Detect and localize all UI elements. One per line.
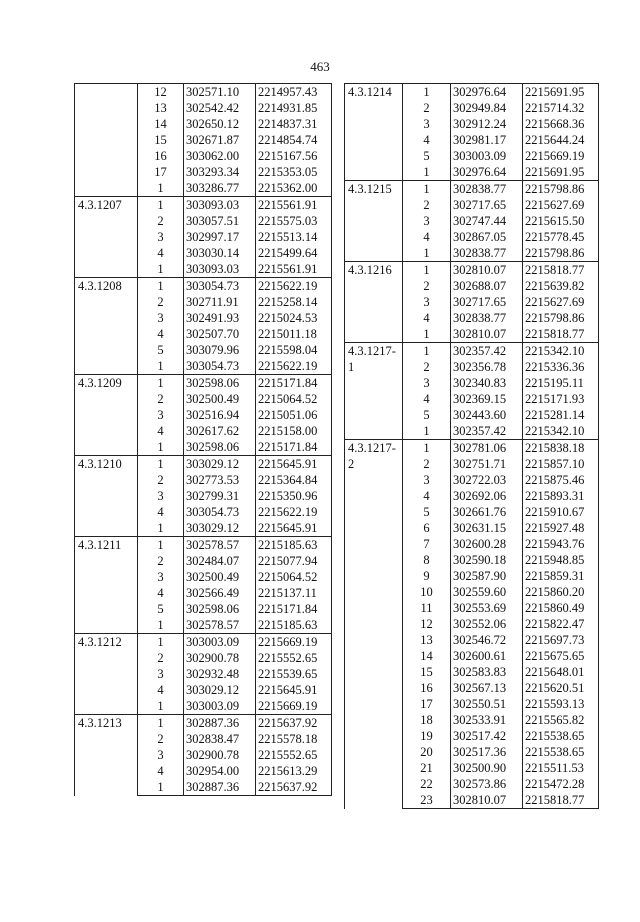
x-coordinate: 302491.93	[184, 310, 256, 326]
point-number: 2	[138, 731, 184, 747]
lot-number	[75, 84, 138, 197]
point-number: 1	[403, 84, 451, 101]
point-number: 15	[138, 132, 184, 148]
y-coordinate: 2215593.13	[523, 696, 599, 712]
y-coordinate: 2215669.19	[256, 698, 332, 715]
point-number: 14	[138, 116, 184, 132]
y-coordinate: 2215822.47	[523, 616, 599, 632]
point-number: 5	[138, 342, 184, 358]
point-number: 3	[403, 213, 451, 229]
point-number: 1	[138, 617, 184, 634]
table-row	[75, 634, 332, 651]
y-coordinate: 2215860.49	[523, 600, 599, 616]
y-coordinate: 2215893.31	[523, 488, 599, 504]
point-number: 1	[138, 375, 184, 392]
y-coordinate: 2215818.77	[523, 792, 599, 809]
y-coordinate: 2215875.46	[523, 472, 599, 488]
x-coordinate: 303003.09	[184, 698, 256, 715]
y-coordinate: 2215185.63	[256, 617, 332, 634]
y-coordinate: 2214931.85	[256, 100, 332, 116]
point-number: 4	[138, 504, 184, 520]
point-number: 1	[403, 262, 451, 279]
y-coordinate: 2215645.91	[256, 456, 332, 473]
y-coordinate: 2215838.18	[523, 440, 599, 457]
x-coordinate: 302932.48	[184, 666, 256, 682]
lot-number: 4.3.1207	[75, 197, 138, 278]
y-coordinate: 2214837.31	[256, 116, 332, 132]
x-coordinate: 302981.17	[451, 132, 523, 148]
y-coordinate: 2215565.82	[523, 712, 599, 728]
point-number: 22	[403, 776, 451, 792]
point-number: 3	[138, 310, 184, 326]
x-coordinate: 302838.77	[451, 181, 523, 198]
x-coordinate: 303029.12	[184, 682, 256, 698]
y-coordinate: 2215669.19	[256, 634, 332, 651]
y-coordinate: 2215668.36	[523, 116, 599, 132]
y-coordinate: 2215622.19	[256, 504, 332, 520]
y-coordinate: 2215639.82	[523, 278, 599, 294]
x-coordinate: 302516.94	[184, 407, 256, 423]
y-coordinate: 2215051.06	[256, 407, 332, 423]
y-coordinate: 2215675.65	[523, 648, 599, 664]
point-number: 1	[138, 520, 184, 537]
point-number: 23	[403, 792, 451, 809]
point-number: 3	[138, 407, 184, 423]
x-coordinate: 302517.36	[451, 744, 523, 760]
point-number: 2	[138, 213, 184, 229]
point-number: 3	[138, 229, 184, 245]
point-number: 2	[138, 391, 184, 407]
point-number: 2	[138, 294, 184, 310]
x-coordinate: 303057.51	[184, 213, 256, 229]
coordinates-table-right	[344, 83, 599, 809]
point-number: 18	[403, 712, 451, 728]
y-coordinate: 2215627.69	[523, 294, 599, 310]
y-coordinate: 2215575.03	[256, 213, 332, 229]
x-coordinate: 302997.17	[184, 229, 256, 245]
y-coordinate: 2215171.84	[256, 439, 332, 456]
table-row	[345, 440, 599, 457]
point-number: 12	[403, 616, 451, 632]
point-number: 1	[138, 261, 184, 278]
point-number: 2	[403, 100, 451, 116]
x-coordinate: 302976.64	[451, 164, 523, 181]
x-coordinate: 302650.12	[184, 116, 256, 132]
y-coordinate: 2215697.73	[523, 632, 599, 648]
x-coordinate: 303054.73	[184, 278, 256, 295]
table-row	[75, 375, 332, 392]
y-coordinate: 2215167.56	[256, 148, 332, 164]
y-coordinate: 2215171.84	[256, 601, 332, 617]
y-coordinate: 2215798.86	[523, 181, 599, 198]
y-coordinate: 2215627.69	[523, 197, 599, 213]
y-coordinate: 2215691.95	[523, 84, 599, 101]
point-number: 3	[138, 666, 184, 682]
y-coordinate: 2215948.85	[523, 552, 599, 568]
point-number: 3	[138, 747, 184, 763]
x-coordinate: 302688.07	[451, 278, 523, 294]
point-number: 1	[138, 779, 184, 796]
x-coordinate: 302356.78	[451, 359, 523, 375]
x-coordinate: 302357.42	[451, 423, 523, 440]
point-number: 4	[138, 326, 184, 342]
x-coordinate: 302711.91	[184, 294, 256, 310]
y-coordinate: 2215342.10	[523, 343, 599, 360]
point-number: 17	[138, 164, 184, 180]
x-coordinate: 303079.96	[184, 342, 256, 358]
y-coordinate: 2215778.45	[523, 229, 599, 245]
x-coordinate: 302631.15	[451, 520, 523, 536]
lot-number: 4.3.1216	[345, 262, 403, 343]
x-coordinate: 302578.57	[184, 617, 256, 634]
x-coordinate: 302578.57	[184, 537, 256, 554]
y-coordinate: 2215645.91	[256, 682, 332, 698]
y-coordinate: 2215857.10	[523, 456, 599, 472]
point-number: 4	[403, 229, 451, 245]
x-coordinate: 302500.49	[184, 569, 256, 585]
point-number: 3	[403, 472, 451, 488]
x-coordinate: 303029.12	[184, 456, 256, 473]
table-row	[345, 262, 599, 279]
x-coordinate: 303286.77	[184, 180, 256, 197]
y-coordinate: 2215350.96	[256, 488, 332, 504]
lot-number: 4.3.1208	[75, 278, 138, 375]
point-number: 16	[138, 148, 184, 164]
point-number: 20	[403, 744, 451, 760]
y-coordinate: 2215511.53	[523, 760, 599, 776]
x-coordinate: 302781.06	[451, 440, 523, 457]
point-number: 5	[138, 601, 184, 617]
y-coordinate: 2215798.86	[523, 245, 599, 262]
x-coordinate: 302810.07	[451, 792, 523, 809]
point-number: 6	[403, 520, 451, 536]
lot-number: 4.3.1210	[75, 456, 138, 537]
point-number: 3	[138, 569, 184, 585]
y-coordinate: 2215342.10	[523, 423, 599, 440]
y-coordinate: 2215185.63	[256, 537, 332, 554]
x-coordinate: 303062.00	[184, 148, 256, 164]
lot-number: 4.3.1211	[75, 537, 138, 634]
x-coordinate: 302722.03	[451, 472, 523, 488]
y-coordinate: 2214854.74	[256, 132, 332, 148]
x-coordinate: 302500.90	[451, 760, 523, 776]
point-number: 9	[403, 568, 451, 584]
y-coordinate: 2215195.11	[523, 375, 599, 391]
y-coordinate: 2214957.43	[256, 84, 332, 101]
y-coordinate: 2215538.65	[523, 728, 599, 744]
table-row	[75, 456, 332, 473]
y-coordinate: 2215336.36	[523, 359, 599, 375]
point-number: 1	[138, 278, 184, 295]
y-coordinate: 2215024.53	[256, 310, 332, 326]
x-coordinate: 302598.06	[184, 375, 256, 392]
y-coordinate: 2215927.48	[523, 520, 599, 536]
x-coordinate: 303054.73	[184, 358, 256, 375]
y-coordinate: 2215077.94	[256, 553, 332, 569]
point-number: 2	[403, 456, 451, 472]
point-number: 11	[403, 600, 451, 616]
x-coordinate: 302587.90	[451, 568, 523, 584]
x-coordinate: 302717.65	[451, 294, 523, 310]
point-number: 4	[403, 488, 451, 504]
table-row	[75, 715, 332, 732]
lot-number: 4.3.1217- 1	[345, 343, 403, 440]
point-number: 1	[138, 358, 184, 375]
x-coordinate: 302500.49	[184, 391, 256, 407]
y-coordinate: 2215615.50	[523, 213, 599, 229]
y-coordinate: 2215669.19	[523, 148, 599, 164]
point-number: 1	[403, 343, 451, 360]
point-number: 7	[403, 536, 451, 552]
y-coordinate: 2215860.20	[523, 584, 599, 600]
y-coordinate: 2215552.65	[256, 650, 332, 666]
x-coordinate: 302900.78	[184, 650, 256, 666]
point-number: 1	[138, 537, 184, 554]
y-coordinate: 2215620.51	[523, 680, 599, 696]
lot-number: 4.3.1217- 2	[345, 440, 403, 809]
x-coordinate: 303093.03	[184, 261, 256, 278]
y-coordinate: 2215637.92	[256, 715, 332, 732]
lot-number: 4.3.1212	[75, 634, 138, 715]
x-coordinate: 302567.13	[451, 680, 523, 696]
y-coordinate: 2215613.29	[256, 763, 332, 779]
x-coordinate: 302799.31	[184, 488, 256, 504]
point-number: 2	[403, 197, 451, 213]
y-coordinate: 2215818.77	[523, 262, 599, 279]
point-number: 2	[138, 650, 184, 666]
point-number: 1	[138, 698, 184, 715]
point-number: 19	[403, 728, 451, 744]
y-coordinate: 2215011.18	[256, 326, 332, 342]
point-number: 4	[138, 245, 184, 261]
point-number: 1	[138, 439, 184, 456]
x-coordinate: 302671.87	[184, 132, 256, 148]
x-coordinate: 302484.07	[184, 553, 256, 569]
lot-number: 4.3.1209	[75, 375, 138, 456]
point-number: 1	[403, 440, 451, 457]
y-coordinate: 2215644.24	[523, 132, 599, 148]
y-coordinate: 2215539.65	[256, 666, 332, 682]
x-coordinate: 302573.86	[451, 776, 523, 792]
x-coordinate: 303054.73	[184, 504, 256, 520]
x-coordinate: 302357.42	[451, 343, 523, 360]
point-number: 16	[403, 680, 451, 696]
point-number: 17	[403, 696, 451, 712]
lot-number: 4.3.1215	[345, 181, 403, 262]
point-number: 13	[138, 100, 184, 116]
x-coordinate: 302751.71	[451, 456, 523, 472]
y-coordinate: 2215798.86	[523, 310, 599, 326]
x-coordinate: 302887.36	[184, 715, 256, 732]
point-number: 2	[403, 278, 451, 294]
y-coordinate: 2215513.14	[256, 229, 332, 245]
x-coordinate: 303003.09	[184, 634, 256, 651]
x-coordinate: 302559.60	[451, 584, 523, 600]
point-number: 14	[403, 648, 451, 664]
y-coordinate: 2215362.00	[256, 180, 332, 197]
table-row	[345, 84, 599, 101]
x-coordinate: 302552.06	[451, 616, 523, 632]
point-number: 1	[138, 456, 184, 473]
x-coordinate: 302533.91	[451, 712, 523, 728]
y-coordinate: 2215171.93	[523, 391, 599, 407]
y-coordinate: 2215281.14	[523, 407, 599, 423]
point-number: 3	[403, 116, 451, 132]
y-coordinate: 2215158.00	[256, 423, 332, 439]
table-row	[75, 278, 332, 295]
x-coordinate: 302590.18	[451, 552, 523, 568]
y-coordinate: 2215561.91	[256, 261, 332, 278]
x-coordinate: 302810.07	[451, 262, 523, 279]
coordinates-table-left	[74, 83, 332, 796]
point-number: 1	[403, 245, 451, 262]
point-number: 2	[138, 553, 184, 569]
point-number: 1	[403, 164, 451, 181]
x-coordinate: 302369.15	[451, 391, 523, 407]
point-number: 5	[403, 407, 451, 423]
y-coordinate: 2215691.95	[523, 164, 599, 181]
point-number: 3	[138, 488, 184, 504]
x-coordinate: 302773.53	[184, 472, 256, 488]
x-coordinate: 302838.77	[451, 310, 523, 326]
y-coordinate: 2215622.19	[256, 358, 332, 375]
x-coordinate: 302566.49	[184, 585, 256, 601]
page-number: 463	[310, 59, 330, 74]
x-coordinate: 302443.60	[451, 407, 523, 423]
x-coordinate: 302598.06	[184, 439, 256, 456]
x-coordinate: 303029.12	[184, 520, 256, 537]
x-coordinate: 302507.70	[184, 326, 256, 342]
y-coordinate: 2215552.65	[256, 747, 332, 763]
y-coordinate: 2215171.84	[256, 375, 332, 392]
point-number: 4	[138, 423, 184, 439]
point-number: 4	[138, 763, 184, 779]
x-coordinate: 303293.34	[184, 164, 256, 180]
y-coordinate: 2215714.32	[523, 100, 599, 116]
table-row	[345, 181, 599, 198]
point-number: 10	[403, 584, 451, 600]
y-coordinate: 2215499.64	[256, 245, 332, 261]
point-number: 5	[403, 504, 451, 520]
point-number: 15	[403, 664, 451, 680]
y-coordinate: 2215598.04	[256, 342, 332, 358]
x-coordinate: 302600.61	[451, 648, 523, 664]
x-coordinate: 302838.77	[451, 245, 523, 262]
point-number: 4	[138, 585, 184, 601]
x-coordinate: 303093.03	[184, 197, 256, 214]
point-number: 1	[403, 423, 451, 440]
table-row	[345, 343, 599, 360]
x-coordinate: 303003.09	[451, 148, 523, 164]
y-coordinate: 2215064.52	[256, 569, 332, 585]
x-coordinate: 302517.42	[451, 728, 523, 744]
x-coordinate: 302810.07	[451, 326, 523, 343]
table-row	[75, 197, 332, 214]
x-coordinate: 302692.06	[451, 488, 523, 504]
x-coordinate: 302747.44	[451, 213, 523, 229]
point-number: 1	[403, 326, 451, 343]
point-number: 1	[138, 715, 184, 732]
y-coordinate: 2215943.76	[523, 536, 599, 552]
point-number: 1	[138, 634, 184, 651]
point-number: 13	[403, 632, 451, 648]
x-coordinate: 302976.64	[451, 84, 523, 101]
point-number: 4	[403, 132, 451, 148]
point-number: 1	[138, 180, 184, 197]
y-coordinate: 2215648.01	[523, 664, 599, 680]
y-coordinate: 2215910.67	[523, 504, 599, 520]
x-coordinate: 302571.10	[184, 84, 256, 101]
y-coordinate: 2215859.31	[523, 568, 599, 584]
y-coordinate: 2215538.65	[523, 744, 599, 760]
table-row	[75, 84, 332, 101]
point-number: 3	[403, 375, 451, 391]
table-row	[75, 537, 332, 554]
point-number: 1	[138, 197, 184, 214]
x-coordinate: 302900.78	[184, 747, 256, 763]
x-coordinate: 302550.51	[451, 696, 523, 712]
x-coordinate: 302717.65	[451, 197, 523, 213]
point-number: 2	[138, 472, 184, 488]
y-coordinate: 2215645.91	[256, 520, 332, 537]
x-coordinate: 302949.84	[451, 100, 523, 116]
x-coordinate: 303030.14	[184, 245, 256, 261]
x-coordinate: 302887.36	[184, 779, 256, 796]
y-coordinate: 2215137.11	[256, 585, 332, 601]
x-coordinate: 302617.62	[184, 423, 256, 439]
lot-number: 4.3.1213	[75, 715, 138, 796]
point-number: 4	[403, 310, 451, 326]
point-number: 8	[403, 552, 451, 568]
y-coordinate: 2215578.18	[256, 731, 332, 747]
y-coordinate: 2215472.28	[523, 776, 599, 792]
y-coordinate: 2215561.91	[256, 197, 332, 214]
y-coordinate: 2215818.77	[523, 326, 599, 343]
y-coordinate: 2215622.19	[256, 278, 332, 295]
y-coordinate: 2215637.92	[256, 779, 332, 796]
y-coordinate: 2215064.52	[256, 391, 332, 407]
point-number: 4	[403, 391, 451, 407]
x-coordinate: 302598.06	[184, 601, 256, 617]
y-coordinate: 2215364.84	[256, 472, 332, 488]
x-coordinate: 302542.42	[184, 100, 256, 116]
x-coordinate: 302661.76	[451, 504, 523, 520]
x-coordinate: 302340.83	[451, 375, 523, 391]
y-coordinate: 2215258.14	[256, 294, 332, 310]
point-number: 21	[403, 760, 451, 776]
x-coordinate: 302553.69	[451, 600, 523, 616]
point-number: 3	[403, 294, 451, 310]
x-coordinate: 302583.83	[451, 664, 523, 680]
point-number: 2	[403, 359, 451, 375]
x-coordinate: 302867.05	[451, 229, 523, 245]
x-coordinate: 302838.47	[184, 731, 256, 747]
x-coordinate: 302600.28	[451, 536, 523, 552]
y-coordinate: 2215353.05	[256, 164, 332, 180]
point-number: 1	[403, 181, 451, 198]
lot-number: 4.3.1214	[345, 84, 403, 181]
point-number: 5	[403, 148, 451, 164]
x-coordinate: 302954.00	[184, 763, 256, 779]
point-number: 4	[138, 682, 184, 698]
x-coordinate: 302546.72	[451, 632, 523, 648]
point-number: 12	[138, 84, 184, 101]
x-coordinate: 302912.24	[451, 116, 523, 132]
